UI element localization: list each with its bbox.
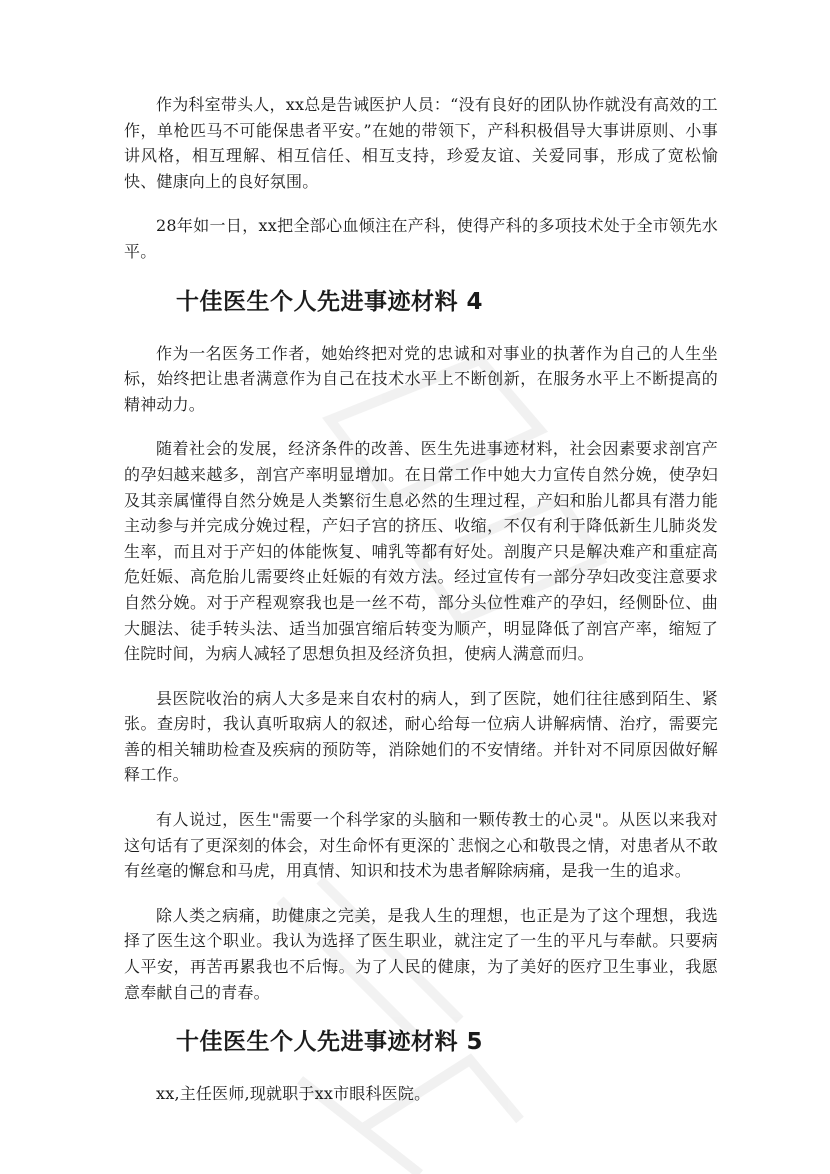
paragraph-doctor-quote: 有人说过，医生"需要一个科学家的头脑和一颗传教士的心灵"。从医以来我对这句话有了更深刻的体会，对生命怀有更深的`悲悯之心和敬畏之情，对患者从不敢有丝毫的懈怠和马虎，用真情、知识和技术为患者解除病痛，是我一生的追求。 [124, 810, 718, 881]
section-5-title: 十佳医生个人先进事迹材料 5 [176, 1029, 484, 1056]
document-page [124, 92, 718, 1126]
paragraph-chief-physician: xx,主任医师,现就职于xx市眼科医院。 [156, 1084, 431, 1104]
paragraph-county-hospital: 县医院收治的病人大多是来自农村的病人，到了医院，她们往往感到陌生、紧张。查房时，我认真听取病人的叙述，耐心给每一位病人讲解病情、治疗，需要完善的相关辅助检查及疾病的预防等，消除她们的不安情绪。并针对不同原因做好解释工作。 [124, 688, 718, 785]
paragraph-medical-worker: 作为一名医务工作者，她始终把对党的忠诚和对事业的执著作为自己的人生坐标，始终把让患者满意作为自己在技术水平上不断创新，在服务水平上不断提高的精神动力。 [124, 343, 718, 414]
paragraph-natural-birth: 随着社会的发展，经济条件的改善、医生先进事迹材料，社会因素要求剖宫产的孕妇越来越多，剖宫产率明显增加。在日常工作中她大力宣传自然分娩，使孕妇及其亲属懂得自然分娩是人类繁衍生息必然的生理过程，产妇和胎儿都具有潜力能主动参与并完成分娩过程，产妇子宫的挤压、收缩，不仅有利于降低新生儿肺炎发生率，而且对于产妇的体能恢复、哺乳等都有好处。剖腹产只是解决难产和重症高危妊娠、高危胎儿需要终止妊娠的有效方法。经过宣传有一部分孕妇改变注意要求自然分娩。对于产程观察我也是一丝不苟，部分头位性难产的孕妇，经侧卧位、曲大腿法、徒手转头法、适当加强宫缩后转变为顺产，明显降低了剖宫产率，缩短了住院时间，为病人减轻了思想负担及经济负担，使病人满意而归。 [124, 439, 718, 664]
paragraph-team-leader: 作为科室带头人，xx总是告诫医护人员：“没有良好的团队协作就没有高效的工作，单枪匹马不可能保患者平安。”在她的带领下，产科积极倡导大事讲原则、小事讲风格，相互理解、相互信任、相互支持，珍爱友谊、关爱同事，形成了宽松愉快、健康向上的良好氛围。 [124, 95, 718, 191]
paragraph-28-years: 28年如一日，xx把全部心血倾注在产科，使得产科的多项技术处于全市领先水平。 [124, 216, 718, 261]
section-4-title: 十佳医生个人先进事迹材料 4 [176, 288, 484, 315]
paragraph-life-ideal: 除人类之病痛，助健康之完美，是我人生的理想，也正是为了这个理想，我选择了医生这个职业。我认为选择了医生职业，就注定了一生的平凡与奉献。只要病人平安，再苦再累我也不后悔。为了人民的健康，为了美好的医疗卫生事业，我愿意奉献自己的青春。 [124, 905, 718, 1002]
